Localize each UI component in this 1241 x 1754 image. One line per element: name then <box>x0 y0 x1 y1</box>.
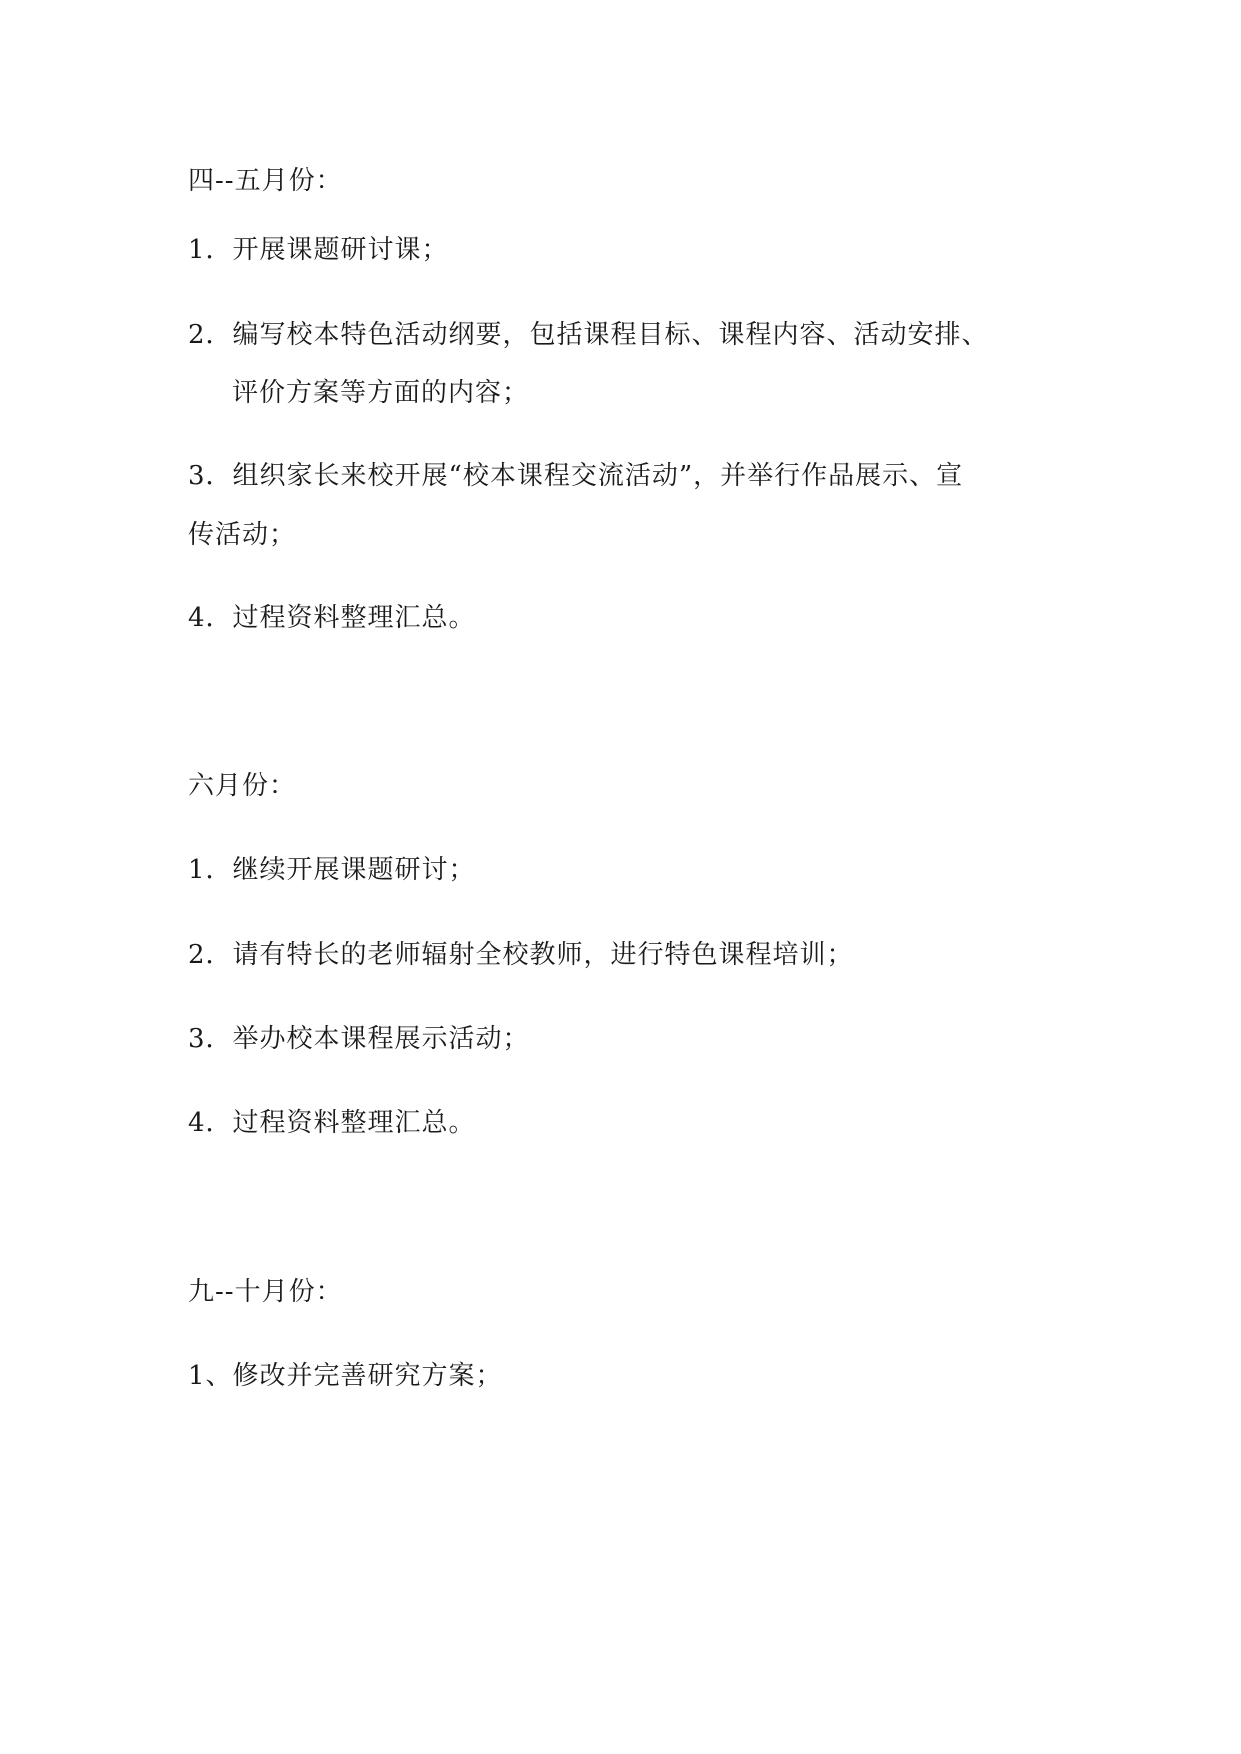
list-item-apr-may-3-continued: 传活动； <box>188 520 297 550</box>
section-heading-apr-may: 四--五月份： <box>188 166 343 196</box>
list-item-apr-may-1: 1．开展课题研讨课； <box>188 235 449 265</box>
list-item-apr-may-2: 2．编写校本特色活动纲要，包括课程目标、课程内容、活动安排、 <box>188 320 989 350</box>
list-item-apr-may-2-continued: 评价方案等方面的内容； <box>232 378 530 408</box>
section-heading-sep-oct: 九--十月份： <box>188 1277 343 1307</box>
list-item-june-2: 2．请有特长的老师辐射全校教师，进行特色课程培训； <box>188 940 854 970</box>
list-item-june-1: 1．继续开展课题研讨； <box>188 855 476 885</box>
list-item-apr-may-4: 4．过程资料整理汇总。 <box>188 603 476 633</box>
list-item-apr-may-3: 3．组织家长来校开展“校本课程交流活动”，并举行作品展示、宣 <box>188 461 964 491</box>
list-item-june-4: 4．过程资料整理汇总。 <box>188 1108 476 1138</box>
section-heading-june: 六月份： <box>188 771 297 801</box>
list-item-sep-oct-1: 1、修改并完善研究方案； <box>188 1361 503 1391</box>
list-item-june-3: 3．举办校本课程展示活动； <box>188 1024 530 1054</box>
